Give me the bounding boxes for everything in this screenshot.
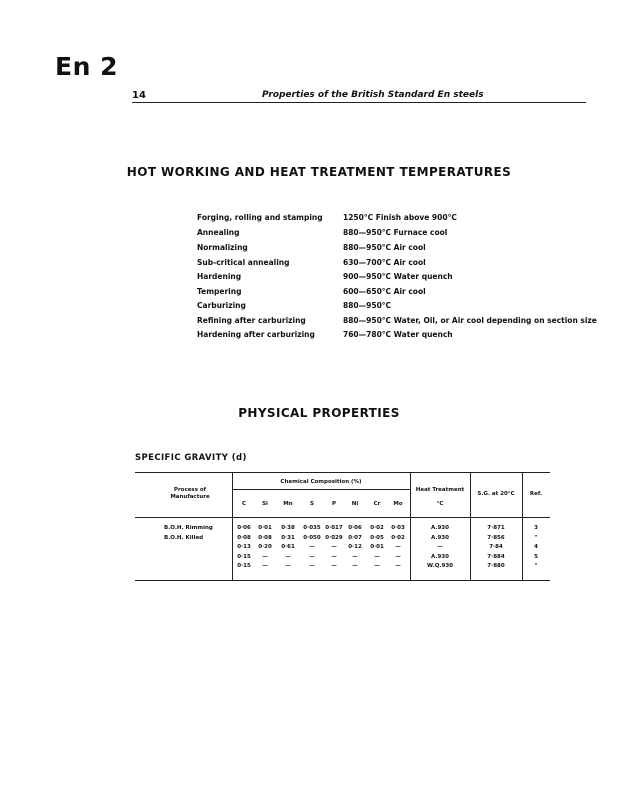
sg-cell: 7·84 bbox=[489, 544, 503, 550]
ref-header: Ref. bbox=[529, 491, 543, 497]
element-header: C bbox=[241, 501, 247, 507]
composition-cell: 0·15 bbox=[237, 563, 251, 569]
composition-cell: — bbox=[331, 563, 337, 569]
composition-cell: 0·38 bbox=[281, 525, 295, 531]
composition-cell: — bbox=[331, 554, 337, 560]
section-code: En 2 bbox=[55, 52, 118, 81]
composition-cell: 0·05 bbox=[370, 535, 384, 541]
table-top-rule bbox=[135, 472, 550, 473]
composition-cell: — bbox=[285, 563, 291, 569]
table-bottom-rule bbox=[135, 580, 550, 581]
process-cell: B.O.H. Killed bbox=[164, 535, 204, 541]
heat-treatment-row bbox=[197, 258, 597, 272]
composition-cell: — bbox=[309, 554, 315, 560]
process-label: Hardening after carburizing bbox=[197, 330, 315, 339]
heat-treatment-cell: A.930 bbox=[431, 525, 449, 531]
composition-cell: 0·61 bbox=[281, 544, 295, 550]
composition-cell: 0·06 bbox=[237, 525, 251, 531]
temperature-value: 760—780°C Water quench bbox=[343, 330, 453, 339]
composition-under-rule bbox=[232, 489, 410, 490]
temperature-value: 600—650°C Air cool bbox=[343, 287, 426, 296]
temperature-value: 880—950°C Water, Oil, or Air cool depending on section size bbox=[343, 316, 597, 325]
element-header: Si bbox=[262, 501, 268, 507]
element-header: P bbox=[331, 501, 337, 507]
composition-cell: — bbox=[395, 563, 401, 569]
composition-cell: 0·20 bbox=[258, 544, 272, 550]
temperature-value: 1250°C Finish above 900°C bbox=[343, 213, 457, 222]
ref-cell: " bbox=[534, 563, 538, 569]
composition-cell: — bbox=[395, 554, 401, 560]
process-label: Hardening bbox=[197, 272, 242, 281]
composition-cell: — bbox=[309, 563, 315, 569]
heat-treatment-row bbox=[197, 228, 597, 242]
specific-gravity-title: SPECIFIC GRAVITY (d) bbox=[135, 453, 247, 463]
composition-header: Chemical Composition (%) bbox=[280, 479, 362, 485]
process-label: Carburizing bbox=[197, 301, 246, 310]
composition-cell: — bbox=[374, 563, 380, 569]
element-header: Cr bbox=[373, 501, 381, 507]
element-header: Mo bbox=[393, 501, 403, 507]
heat-treatment-cell: A.930 bbox=[431, 535, 449, 541]
composition-cell: — bbox=[395, 544, 401, 550]
composition-cell: 0·01 bbox=[258, 525, 272, 531]
process-header: Process of Manufacture bbox=[170, 487, 210, 500]
temperature-value: 880—950°C bbox=[343, 301, 392, 310]
composition-cell: — bbox=[331, 544, 337, 550]
composition-cell: — bbox=[262, 554, 268, 560]
process-label: Tempering bbox=[197, 287, 242, 296]
element-header: Mn bbox=[283, 501, 293, 507]
composition-cell: 0·03 bbox=[391, 525, 405, 531]
composition-cell: 0·08 bbox=[258, 535, 272, 541]
page-number: 14 bbox=[132, 90, 146, 101]
heat-treatment-row bbox=[197, 330, 597, 344]
running-head: Properties of the British Standard En steels bbox=[262, 90, 484, 100]
process-label: Normalizing bbox=[197, 243, 248, 252]
header-rule bbox=[132, 102, 586, 103]
heat-treatment-row bbox=[197, 272, 597, 286]
composition-cell: 0·31 bbox=[281, 535, 295, 541]
composition-cell: 0·06 bbox=[348, 525, 362, 531]
heat-unit-header: °C bbox=[436, 501, 444, 507]
composition-cell: — bbox=[262, 563, 268, 569]
composition-cell: 0·035 bbox=[303, 525, 321, 531]
composition-cell: — bbox=[352, 554, 358, 560]
composition-cell: — bbox=[374, 554, 380, 560]
process-label: Sub-critical annealing bbox=[197, 258, 290, 267]
element-header: S bbox=[310, 501, 314, 507]
heat-treatment-row bbox=[197, 213, 597, 227]
heat-treatment-cell: — bbox=[437, 544, 443, 550]
ref-cell: 5 bbox=[534, 554, 538, 560]
composition-cell: 0·017 bbox=[325, 525, 343, 531]
composition-cell: 0·08 bbox=[237, 535, 251, 541]
heat-treatment-row bbox=[197, 243, 597, 257]
temperature-value: 880—950°C Air cool bbox=[343, 243, 426, 252]
process-label: Annealing bbox=[197, 228, 240, 237]
composition-cell: 0·12 bbox=[348, 544, 362, 550]
ref-cell: " bbox=[534, 535, 538, 541]
heat-treatment-cell: W.Q.930 bbox=[427, 563, 453, 569]
heat-treatment-cell: A.930 bbox=[431, 554, 449, 560]
sg-cell: 7·884 bbox=[487, 554, 505, 560]
sg-header: S.G. at 20°C bbox=[477, 491, 515, 497]
composition-cell: — bbox=[285, 554, 291, 560]
temperature-value: 900—950°C Water quench bbox=[343, 272, 453, 281]
composition-cell: 0·15 bbox=[237, 554, 251, 560]
heat-treatment-header: Heat Treatment bbox=[415, 487, 465, 493]
heat-treatment-row bbox=[197, 287, 597, 301]
physical-properties-title: PHYSICAL PROPERTIES bbox=[238, 406, 400, 420]
composition-cell: 0·02 bbox=[391, 535, 405, 541]
element-header: Ni bbox=[351, 501, 359, 507]
sg-cell: 7·856 bbox=[487, 535, 505, 541]
composition-cell: 0·01 bbox=[370, 544, 384, 550]
heat-treatment-row bbox=[197, 316, 597, 330]
sg-cell: 7·880 bbox=[487, 563, 505, 569]
process-label: Refining after carburizing bbox=[197, 316, 306, 325]
ref-cell: 3 bbox=[534, 525, 538, 531]
temperature-value: 880—950°C Furnace cool bbox=[343, 228, 448, 237]
composition-cell: 0·02 bbox=[370, 525, 384, 531]
temperature-value: 630—700°C Air cool bbox=[343, 258, 426, 267]
sg-cell: 7·871 bbox=[487, 525, 505, 531]
header-bottom-rule bbox=[135, 517, 550, 518]
process-label: Forging, rolling and stamping bbox=[197, 213, 323, 222]
composition-cell: — bbox=[309, 544, 315, 550]
composition-cell: 0·029 bbox=[325, 535, 343, 541]
heat-treatment-row bbox=[197, 301, 597, 315]
composition-cell: 0·13 bbox=[237, 544, 251, 550]
composition-cell: — bbox=[352, 563, 358, 569]
process-cell: B.O.H. Rimming bbox=[164, 525, 213, 531]
ref-cell: 4 bbox=[534, 544, 538, 550]
composition-cell: 0·07 bbox=[348, 535, 362, 541]
composition-cell: 0·050 bbox=[303, 535, 321, 541]
heat-treatment-title: HOT WORKING AND HEAT TREATMENT TEMPERATURES bbox=[126, 165, 512, 179]
